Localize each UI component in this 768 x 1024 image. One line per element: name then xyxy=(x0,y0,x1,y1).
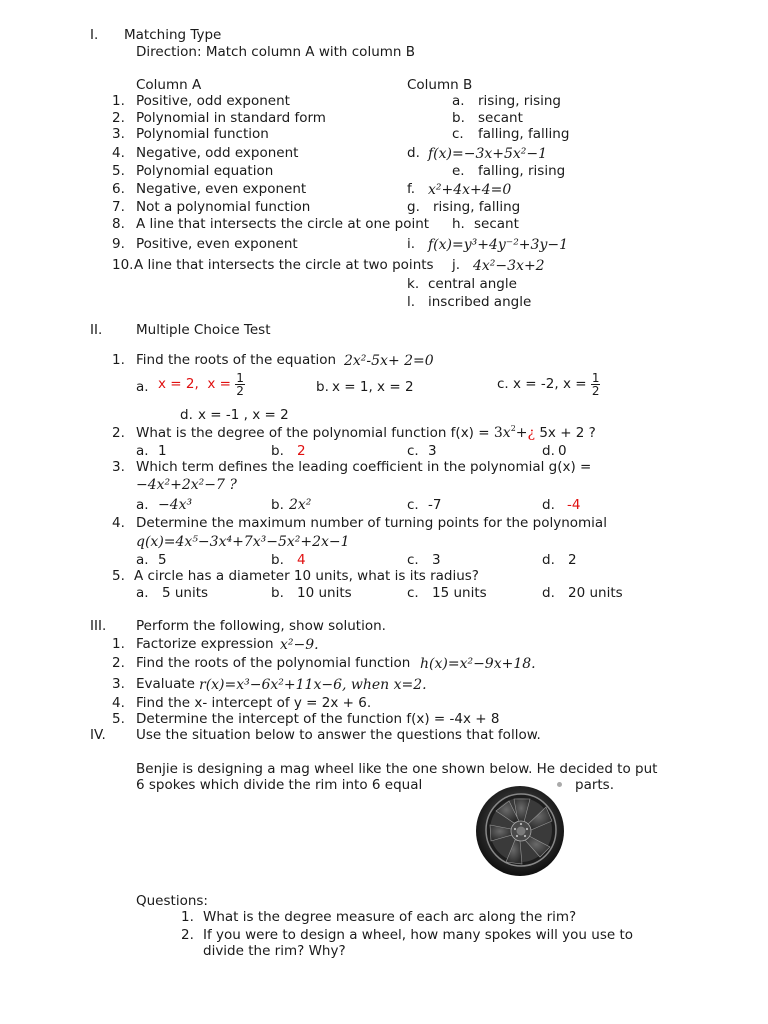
choice-text: 2 xyxy=(297,443,306,459)
direction-text: Direction: Match column A with column B xyxy=(136,44,416,60)
col-a-item: Polynomial equation xyxy=(136,163,274,179)
col-b-math: f(x)=y³+4y⁻²+3y−1 xyxy=(428,237,568,253)
item-math: x²−9. xyxy=(280,637,319,653)
choice-label: a. xyxy=(136,552,149,568)
col-b-item: rising, falling xyxy=(433,199,521,215)
question-math: $3x^2+¿$ xyxy=(493,424,536,441)
choice-label: b. xyxy=(316,379,329,395)
column-b-header: Column B xyxy=(407,77,473,93)
col-b-item: inscribed angle xyxy=(428,294,532,310)
question-text: divide the rim? Why? xyxy=(203,943,346,959)
choice-label: b. xyxy=(271,585,284,601)
question-text xyxy=(136,425,596,442)
question-num: 2. xyxy=(181,927,194,943)
col-b-letter: g. xyxy=(407,199,420,215)
section-title: Use the situation below to answer the questions that follow. xyxy=(136,727,541,743)
item-text: Determine the intercept of the function f(x) = -4x + 8 xyxy=(136,711,500,727)
col-a-item: Polynomial function xyxy=(136,126,269,142)
choice-label: c. xyxy=(407,585,419,601)
choice-text: 20 units xyxy=(568,585,623,601)
col-b-item: falling, rising xyxy=(478,163,566,179)
col-a-num: 5. xyxy=(112,163,125,179)
choice-label: c. xyxy=(497,376,509,392)
col-a-num: 3. xyxy=(112,126,125,142)
col-a-item: Not a polynomial function xyxy=(136,199,311,215)
item-text: Find the x- intercept of y = 2x + 6. xyxy=(136,695,372,711)
col-b-letter: e. xyxy=(452,163,465,179)
choice-label: d. xyxy=(542,552,555,568)
col-b-letter: h. xyxy=(452,216,465,232)
choice-label: d. xyxy=(542,497,555,513)
question-num: 5. xyxy=(112,568,125,584)
col-a-num: 6. xyxy=(112,181,125,197)
scenario-text: parts. xyxy=(575,777,615,793)
choice-text: 3 xyxy=(428,443,437,459)
item-text: Find the roots of the polynomial function xyxy=(136,655,411,671)
col-a-item: Negative, even exponent xyxy=(136,181,307,197)
choice-text: 5 units xyxy=(162,585,209,601)
col-b-letter: b. xyxy=(452,110,465,126)
questions-label: Questions: xyxy=(136,893,208,909)
col-b-math: x²+4x+4=0 xyxy=(428,182,512,198)
choice-c: c. x = -2, x = $\frac{1}{2}$ xyxy=(497,371,600,398)
column-a-header: Column A xyxy=(136,77,202,93)
item-text: Evaluate xyxy=(136,676,195,692)
col-b-math: f(x)=−3x+5x²−1 xyxy=(428,146,548,162)
col-a-num: 7. xyxy=(112,199,125,215)
choice-text: 4 xyxy=(297,552,306,568)
question-text: Find the roots of the equation xyxy=(136,352,337,368)
choice-text: x = -1 , x = 2 xyxy=(198,407,289,423)
col-b-letter: l. xyxy=(407,294,416,310)
choice-text: -7 xyxy=(428,497,442,513)
col-a-item: Positive, even exponent xyxy=(136,236,298,252)
question-num: 4. xyxy=(112,515,125,531)
col-a-num: 9. xyxy=(112,236,125,252)
section-numeral: II. xyxy=(90,322,103,338)
item-math: h(x)=x²−9x+18. xyxy=(420,656,536,672)
question-text: Determine the maximum number of turning points for the polynomial xyxy=(136,515,607,531)
choice-text: 0 xyxy=(558,443,567,459)
item-num: 4. xyxy=(112,695,125,711)
col-b-math: 4x²−3x+2 xyxy=(473,258,545,274)
item-num: 2. xyxy=(112,655,125,671)
col-b-letter: f. xyxy=(407,181,416,197)
scenario-text: Benjie is designing a mag wheel like the one shown below. He decided to put xyxy=(136,761,658,777)
col-a-item: A line that intersects the circle at two points xyxy=(134,257,434,273)
col-a-num: 2. xyxy=(112,110,125,126)
col-b-letter: k. xyxy=(407,276,420,292)
col-a-num: 4. xyxy=(112,145,125,161)
choice-label: b. xyxy=(271,552,284,568)
choice-text: 2 xyxy=(568,552,577,568)
question-text-b: 5x + 2 ? xyxy=(535,425,596,441)
col-b-item: rising, rising xyxy=(478,93,562,109)
question-text: A circle has a diameter 10 units, what is its radius? xyxy=(134,568,479,584)
section-numeral: IV. xyxy=(90,727,106,743)
choice-text: 15 units xyxy=(432,585,487,601)
question-text-a: What is the degree of the polynomial function f(x) = xyxy=(136,425,490,441)
choice-label: c. xyxy=(407,552,419,568)
col-b-letter: c. xyxy=(452,126,464,142)
col-b-letter: i. xyxy=(407,236,416,252)
question-text: What is the degree measure of each arc along the rim? xyxy=(203,909,577,925)
section-title: Multiple Choice Test xyxy=(136,322,271,338)
choice-label: b. xyxy=(271,443,284,459)
question-text: Which term defines the leading coefficient in the polynomial g(x) = xyxy=(136,459,592,475)
col-b-letter: a. xyxy=(452,93,465,109)
col-a-num: 8. xyxy=(112,216,125,232)
question-num: 3. xyxy=(112,459,125,475)
question-text: If you were to design a wheel, how many spokes will you use to xyxy=(203,927,634,943)
choice-label: a. xyxy=(136,443,149,459)
col-b-letter: d. xyxy=(407,145,420,161)
item-text: Factorize expression xyxy=(136,636,274,652)
choice-label: b. xyxy=(271,497,284,513)
col-b-item: falling, falling xyxy=(478,126,570,142)
question-math: −4x²+2x²−7 ? xyxy=(136,477,237,493)
section-numeral: III. xyxy=(90,618,107,634)
col-a-num: 10. xyxy=(112,257,134,273)
col-b-item: secant xyxy=(478,110,523,126)
choice-text: 5 xyxy=(158,552,167,568)
choice-label: d. xyxy=(542,585,555,601)
choice-text: 10 units xyxy=(297,585,352,601)
col-b-item: central angle xyxy=(428,276,517,292)
choice-label: d. xyxy=(180,407,193,423)
section-title: Perform the following, show solution. xyxy=(136,618,386,634)
col-a-item: Polynomial in standard form xyxy=(136,110,326,126)
col-a-item: Negative, odd exponent xyxy=(136,145,299,161)
col-b-letter: j. xyxy=(452,257,461,273)
question-num: 1. xyxy=(181,909,194,925)
col-a-item: Positive, odd exponent xyxy=(136,93,290,109)
question-math: q(x)=4x⁵−3x⁴+7x³−5x²+2x−1 xyxy=(136,534,350,550)
choice-text: x = 1, x = 2 xyxy=(332,379,414,395)
choice-text: -4 xyxy=(567,497,581,513)
scenario-text: 6 spokes which divide the rim into 6 equal xyxy=(136,777,423,793)
choice-text: 1 xyxy=(158,443,167,459)
choice-label: a. xyxy=(136,585,149,601)
section-numeral: I. xyxy=(90,27,99,43)
choice-label: a. xyxy=(136,497,149,513)
item-num: 5. xyxy=(112,711,125,727)
col-a-item: A line that intersects the circle at one point xyxy=(136,216,430,232)
choice-label: c. xyxy=(407,497,419,513)
choice-text: 2x² xyxy=(289,497,312,513)
section-title: Matching Type xyxy=(124,27,222,43)
choice-label: d. xyxy=(542,443,555,459)
item-math: r(x)=x³−6x²+11x−6, when x=2. xyxy=(199,677,427,693)
choice-a-answer: x = 2, x = $\frac{1}{2}$ xyxy=(158,371,244,398)
choice-text: −4x³ xyxy=(158,497,193,513)
col-b-item: secant xyxy=(474,216,519,232)
question-num: 1. xyxy=(112,352,125,368)
choice-label: a. xyxy=(136,379,149,395)
choice-text: 3 xyxy=(432,552,441,568)
choice-label: c. xyxy=(407,443,419,459)
question-num: 2. xyxy=(112,425,125,441)
question-math: 2x²-5x+ 2=0 xyxy=(344,353,434,369)
mag-wheel-image xyxy=(474,785,566,877)
col-a-num: 1. xyxy=(112,93,125,109)
item-num: 3. xyxy=(112,676,125,692)
item-num: 1. xyxy=(112,636,125,652)
